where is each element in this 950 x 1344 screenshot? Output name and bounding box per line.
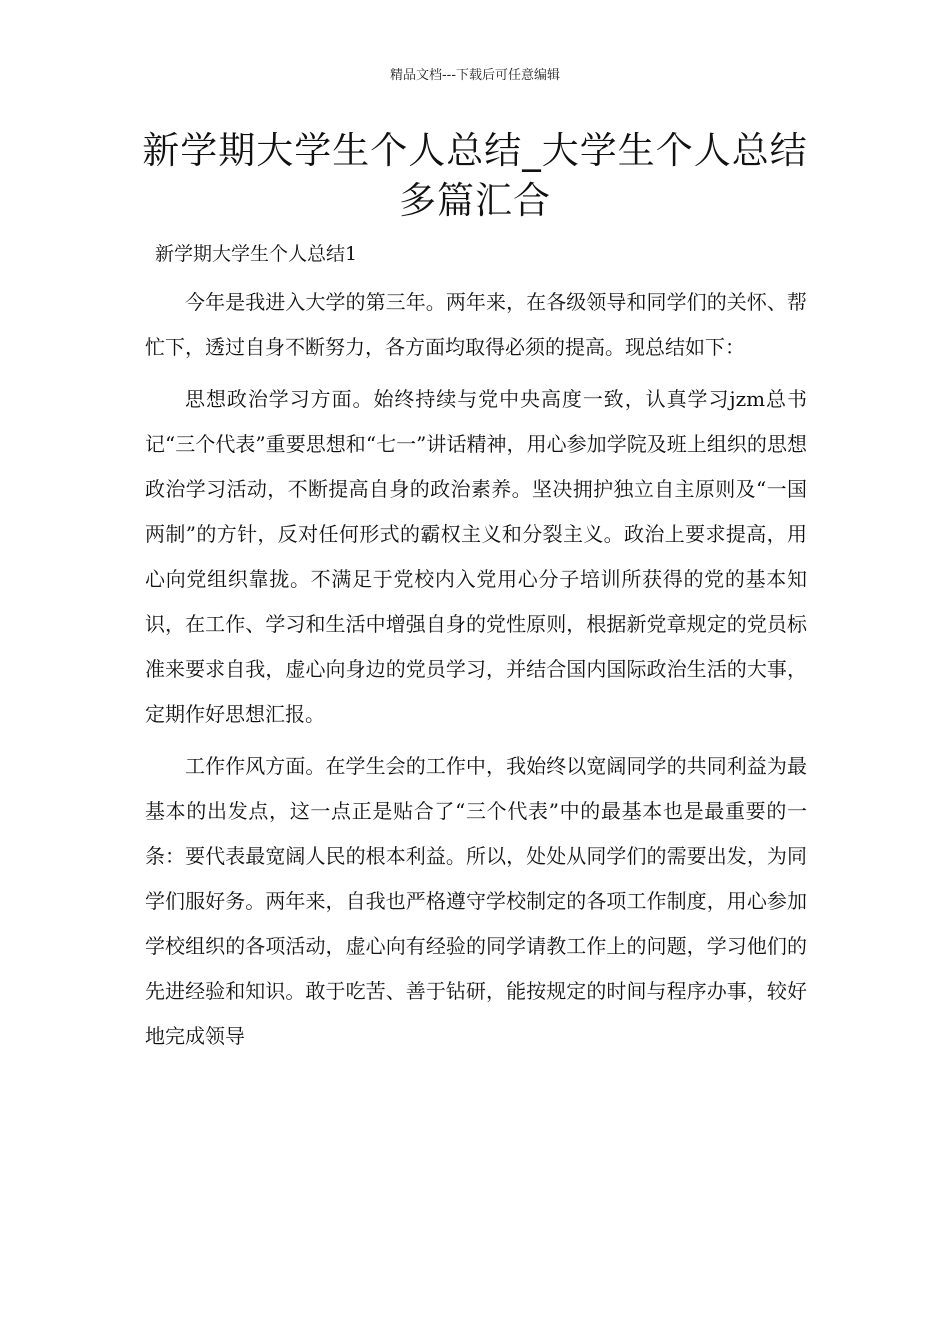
paragraph-work-style: 工作作风方面。在学生会的工作中，我始终以宽阔同学的共同利益为最基本的出发点，这一点正是贴合了“三个代表”中的最基本也是最重要的一条：要代表最宽阔人民的根本利益。所以，处处从同学们的需要出发，为同学们服好务。两年来，自我也严格遵守学校制定的各项工作制度，用心参加学校组织的各项活动，虚心向有经验的同学请教工作上的问题，学习他们的先进经验和知识。敢于吃苦、善于钻研，能按规定的时间与程序办事，较好地完成领导 xyxy=(145,754,807,1048)
document-title: 新学期大学生个人总结_大学生个人总结多篇汇合 xyxy=(142,129,808,222)
document-body xyxy=(145,280,807,1066)
paragraph-intro: 今年是我进入大学的第三年。两年来，在各级领导和同学们的关怀、帮忙下，透过自身不断努力，各方面均取得必须的提高。现总结如下： xyxy=(145,290,807,359)
header-note: 精品文档---下载后可任意编辑 xyxy=(389,68,561,83)
section-heading: 新学期大学生个人总结1 xyxy=(155,243,358,265)
paragraph-political-study: 思想政治学习方面。始终持续与党中央高度一致，认真学习jzm总书记“三个代表”重要思想和“七一”讲话精神，用心参加学院及班上组织的思想政治学习活动，不断提高自身的政治素养。坚决拥护独立自主原则及“一国两制”的方针，反对任何形式的霸权主义和分裂主义。政治上要求提高，用心向党组织靠拢。不满足于党校内入党用心分子培训所获得的党的基本知识，在工作、学习和生活中增强自身的党性原则，根据新党章规定的党员标准来要求自我，虚心向身边的党员学习，并结合国内国际政治生活的大事，定期作好思想汇报。 xyxy=(145,387,807,726)
